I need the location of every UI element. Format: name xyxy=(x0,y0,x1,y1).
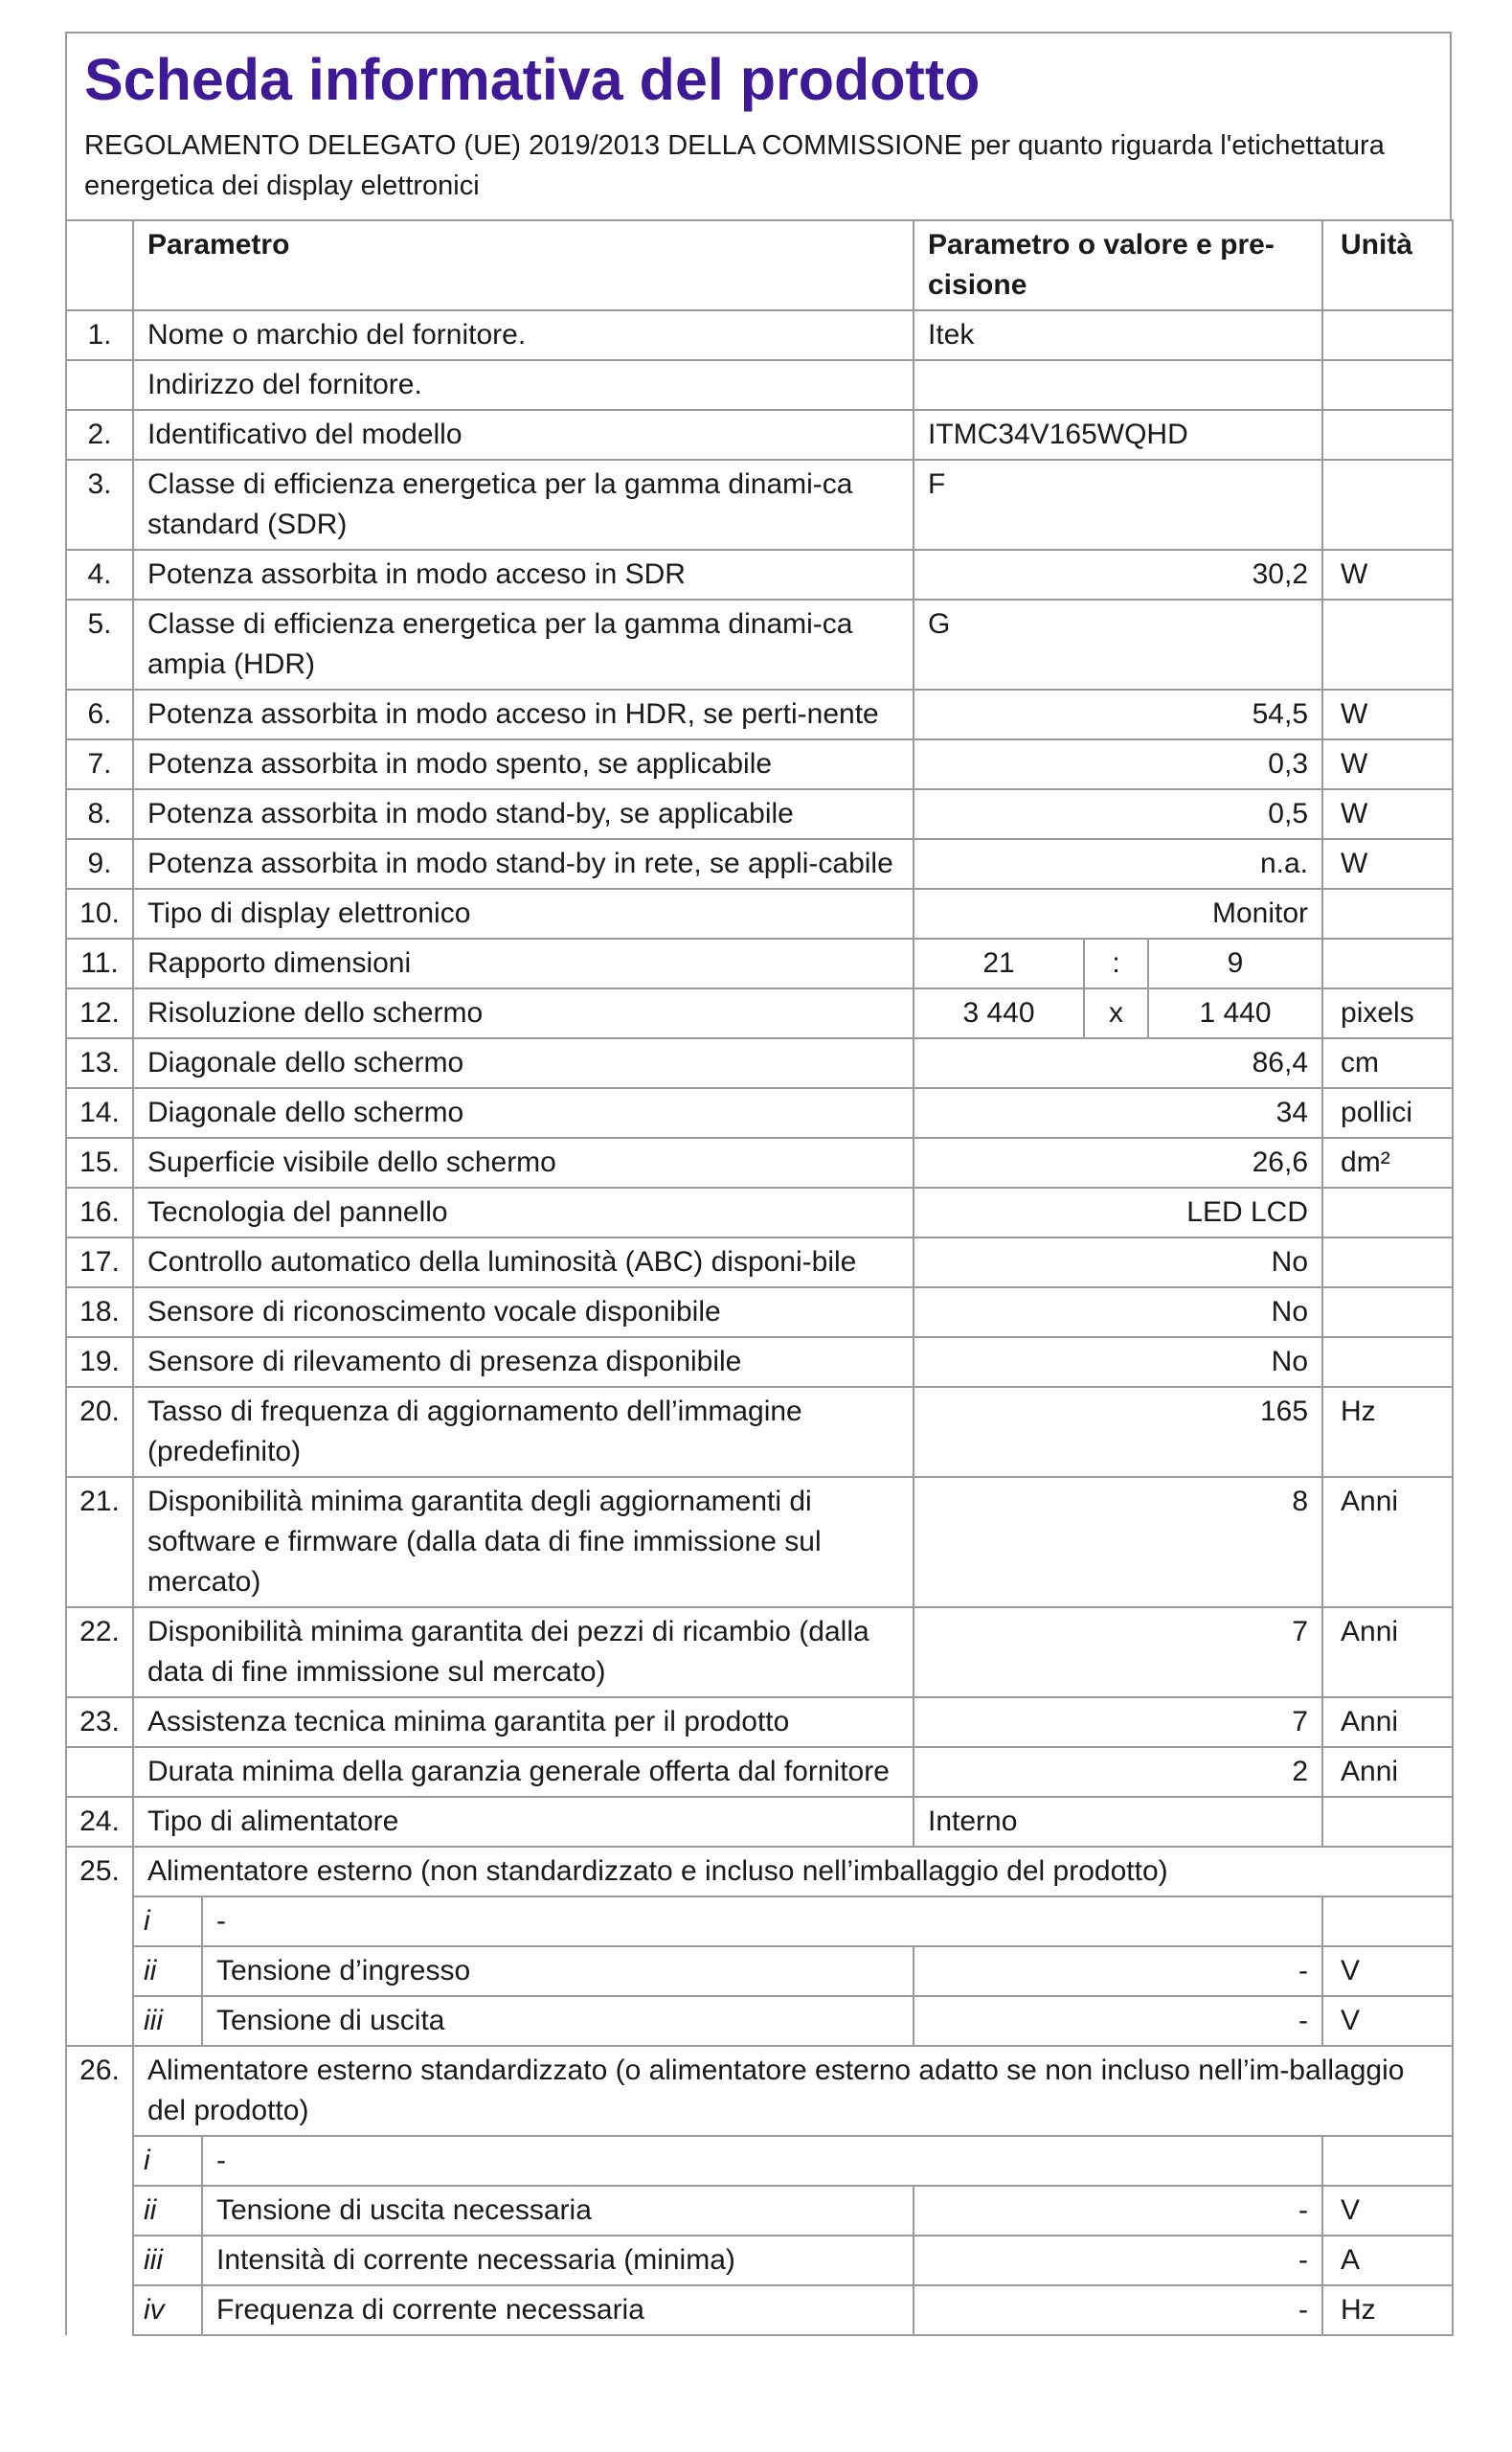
row-number: 8. xyxy=(66,789,133,839)
row-label: Disponibilità minima garantita dei pezzi di ricambio (dalla data di fine immissione sul mercato) xyxy=(133,1607,914,1697)
row-label: Potenza assorbita in modo stand-by, se applicabile xyxy=(133,789,914,839)
row-number: 12. xyxy=(66,988,133,1038)
section-item-value: - xyxy=(914,2236,1322,2285)
section-item-value: - xyxy=(914,2186,1322,2236)
row-value: 2 xyxy=(914,1747,1322,1797)
row-label: Nome o marchio del fornitore. xyxy=(133,310,914,360)
row-label: Superficie visibile dello schermo xyxy=(133,1138,914,1188)
param-header: Parametro xyxy=(133,220,914,310)
row-value: 0,5 xyxy=(914,789,1322,839)
row-unit: Hz xyxy=(1322,1387,1453,1477)
row-label: Tipo di display elettronico xyxy=(133,889,914,939)
row-unit: W xyxy=(1322,690,1453,739)
row-label: Diagonale dello schermo xyxy=(133,1088,914,1138)
row-unit: pixels xyxy=(1322,988,1453,1038)
row-label: Diagonale dello schermo xyxy=(133,1038,914,1088)
section25-header-row xyxy=(66,1847,1453,1896)
row-value-second: 9 xyxy=(1148,939,1322,988)
section-item-row xyxy=(66,2136,1453,2186)
row-unit xyxy=(1322,360,1453,410)
row-value: F xyxy=(914,460,1322,550)
row-value: 7 xyxy=(914,1697,1322,1747)
row-unit: W xyxy=(1322,739,1453,789)
row-unit xyxy=(1322,1797,1453,1847)
section-item-label: Intensità di corrente necessaria (minima) xyxy=(202,2236,914,2285)
section-item-label: - xyxy=(202,2136,1322,2186)
row-value: No xyxy=(914,1237,1322,1287)
row-value: LED LCD xyxy=(914,1188,1322,1237)
row-value: 30,2 xyxy=(914,550,1322,600)
table-row xyxy=(66,1287,1453,1337)
row-value: 26,6 xyxy=(914,1138,1322,1188)
row-unit: Anni xyxy=(1322,1697,1453,1747)
row-number: 10. xyxy=(66,889,133,939)
table-row xyxy=(66,1387,1453,1477)
section-label: Alimentatore esterno (non standardizzato e incluso nell’imballaggio del prodotto) xyxy=(133,1847,1453,1896)
row-value-first: 3 440 xyxy=(914,988,1084,1038)
row-unit xyxy=(1322,889,1453,939)
row-number: 18. xyxy=(66,1287,133,1337)
row-value: Itek xyxy=(914,310,1322,360)
row-unit: cm xyxy=(1322,1038,1453,1088)
row-number xyxy=(66,360,133,410)
row-number: 14. xyxy=(66,1088,133,1138)
section-item-roman: iii xyxy=(133,2236,202,2285)
table-row xyxy=(66,1747,1453,1797)
section-item-row xyxy=(66,1946,1453,1996)
row-number: 7. xyxy=(66,739,133,789)
row-number: 16. xyxy=(66,1188,133,1237)
row-number: 5. xyxy=(66,600,133,690)
row-unit: pollici xyxy=(1322,1088,1453,1138)
table-row xyxy=(66,460,1453,550)
table-row xyxy=(66,360,1453,410)
table-header-row xyxy=(66,220,1453,310)
row-value: 54,5 xyxy=(914,690,1322,739)
row-label: Controllo automatico della luminosità (ABC) disponi-bile xyxy=(133,1237,914,1287)
row-number: 19. xyxy=(66,1337,133,1387)
row-value: 34 xyxy=(914,1088,1322,1138)
row-label: Disponibilità minima garantita degli aggiornamenti di software e firmware (dalla data di fine immissione sul mercato) xyxy=(133,1477,914,1607)
row-label: Potenza assorbita in modo spento, se applicabile xyxy=(133,739,914,789)
section-item-unit: V xyxy=(1322,1996,1453,2046)
row-value: Monitor xyxy=(914,889,1322,939)
row-unit xyxy=(1322,460,1453,550)
row-label: Classe di efficienza energetica per la gamma dinami-ca standard (SDR) xyxy=(133,460,914,550)
section-item-roman: iv xyxy=(133,2285,202,2335)
section-item-unit: A xyxy=(1322,2236,1453,2285)
table-row xyxy=(66,1797,1453,1847)
table-row xyxy=(66,839,1453,889)
row-label: Sensore di riconoscimento vocale disponibile xyxy=(133,1287,914,1337)
row-label: Potenza assorbita in modo acceso in SDR xyxy=(133,550,914,600)
page-title: Scheda informativa del prodotto xyxy=(84,47,981,112)
section-item-row xyxy=(66,2285,1453,2335)
row-label: Sensore di rilevamento di presenza disponibile xyxy=(133,1337,914,1387)
section-item-unit: Hz xyxy=(1322,2285,1453,2335)
table-row xyxy=(66,550,1453,600)
section-item-spacer xyxy=(66,2236,133,2285)
row-unit xyxy=(1322,1237,1453,1287)
section-number: 26. xyxy=(66,2046,133,2136)
table-row xyxy=(66,789,1453,839)
row-value: 8 xyxy=(914,1477,1322,1607)
section-item-spacer xyxy=(66,2136,133,2186)
num-header-cell xyxy=(66,220,133,310)
row-unit xyxy=(1322,939,1453,988)
row-unit xyxy=(1322,1188,1453,1237)
row-value: Interno xyxy=(914,1797,1322,1847)
section-item-row xyxy=(66,1896,1453,1946)
row-number: 6. xyxy=(66,690,133,739)
section-number: 25. xyxy=(66,1847,133,1896)
table-row xyxy=(66,1337,1453,1387)
row-label: Tasso di frequenza di aggiornamento dell’immagine (predefinito) xyxy=(133,1387,914,1477)
section-item-label: Tensione di uscita necessaria xyxy=(202,2186,914,2236)
section-item-roman: i xyxy=(133,1896,202,1946)
row-number: 21. xyxy=(66,1477,133,1607)
section-item-roman: i xyxy=(133,2136,202,2186)
row-label: Indirizzo del fornitore. xyxy=(133,360,914,410)
table-row xyxy=(66,889,1453,939)
row-number: 23. xyxy=(66,1697,133,1747)
section-item-unit xyxy=(1322,2136,1453,2186)
row-value: n.a. xyxy=(914,839,1322,889)
row-unit xyxy=(1322,1287,1453,1337)
section-item-roman: iii xyxy=(133,1996,202,2046)
row-value: No xyxy=(914,1337,1322,1387)
row-value: 86,4 xyxy=(914,1038,1322,1088)
row-number: 24. xyxy=(66,1797,133,1847)
row-unit: W xyxy=(1322,839,1453,889)
table-row xyxy=(66,1188,1453,1237)
table-row xyxy=(66,1477,1453,1607)
section-item-label: - xyxy=(202,1896,1322,1946)
section-label: Alimentatore esterno standardizzato (o alimentatore esterno adatto se non incluso nell’im-ballaggio del prodotto) xyxy=(133,2046,1453,2136)
table-row xyxy=(66,1607,1453,1697)
section-item-spacer xyxy=(66,2186,133,2236)
row-label: Tecnologia del pannello xyxy=(133,1188,914,1237)
section-item-spacer xyxy=(66,1896,133,1946)
row-unit: W xyxy=(1322,789,1453,839)
row-number xyxy=(66,1747,133,1797)
row-value-second: 1 440 xyxy=(1148,988,1322,1038)
table-row xyxy=(66,1138,1453,1188)
row-value: 7 xyxy=(914,1607,1322,1697)
section-item-row xyxy=(66,1996,1453,2046)
row-number: 13. xyxy=(66,1038,133,1088)
table-row xyxy=(66,690,1453,739)
regulation-subtitle: REGOLAMENTO DELEGATO (UE) 2019/2013 DELLA COMMISSIONE per quanto riguarda l'etichettatura energetica dei display elettronici xyxy=(84,130,1385,201)
sheet-header xyxy=(65,32,1452,219)
section-item-roman: ii xyxy=(133,1946,202,1996)
row-label: Potenza assorbita in modo acceso in HDR, se perti-nente xyxy=(133,690,914,739)
row-number: 1. xyxy=(66,310,133,360)
row-unit xyxy=(1322,310,1453,360)
row-value xyxy=(914,360,1322,410)
row-unit xyxy=(1322,410,1453,460)
row-label: Classe di efficienza energetica per la gamma dinami-ca ampia (HDR) xyxy=(133,600,914,690)
table-row xyxy=(66,939,1453,988)
table-row xyxy=(66,600,1453,690)
table-row xyxy=(66,310,1453,360)
section-item-label: Tensione di uscita xyxy=(202,1996,914,2046)
row-label: Tipo di alimentatore xyxy=(133,1797,914,1847)
row-value-first: 21 xyxy=(914,939,1084,988)
section-item-row xyxy=(66,2186,1453,2236)
section26-header-row xyxy=(66,2046,1453,2136)
row-label: Durata minima della garanzia generale offerta dal fornitore xyxy=(133,1747,914,1797)
row-number: 22. xyxy=(66,1607,133,1697)
section-item-roman: ii xyxy=(133,2186,202,2236)
unit-header: Unità xyxy=(1322,220,1453,310)
parameters-table xyxy=(65,219,1454,2336)
row-value: G xyxy=(914,600,1322,690)
table-row xyxy=(66,1697,1453,1747)
product-info-sheet xyxy=(65,32,1452,2336)
row-unit xyxy=(1322,1337,1453,1387)
table-row xyxy=(66,1237,1453,1287)
row-unit: Anni xyxy=(1322,1607,1453,1697)
value-header: Parametro o valore e pre-cisione xyxy=(914,220,1322,310)
row-label: Potenza assorbita in modo stand-by in rete, se appli-cabile xyxy=(133,839,914,889)
row-unit xyxy=(1322,600,1453,690)
row-value-separator: : xyxy=(1084,939,1148,988)
row-value: ITMC34V165WQHD xyxy=(914,410,1322,460)
row-number: 15. xyxy=(66,1138,133,1188)
table-row xyxy=(66,410,1453,460)
section-item-value: - xyxy=(914,2285,1322,2335)
row-value: No xyxy=(914,1287,1322,1337)
table-row xyxy=(66,739,1453,789)
row-number: 9. xyxy=(66,839,133,889)
section-item-spacer xyxy=(66,1996,133,2046)
table-row xyxy=(66,1038,1453,1088)
row-label: Risoluzione dello schermo xyxy=(133,988,914,1038)
row-number: 20. xyxy=(66,1387,133,1477)
row-number: 3. xyxy=(66,460,133,550)
table-row xyxy=(66,988,1453,1038)
row-number: 4. xyxy=(66,550,133,600)
row-value: 165 xyxy=(914,1387,1322,1477)
section-item-value: - xyxy=(914,1946,1322,1996)
section-item-label: Frequenza di corrente necessaria xyxy=(202,2285,914,2335)
section-item-value: - xyxy=(914,1996,1322,2046)
section-item-spacer xyxy=(66,1946,133,1996)
row-label: Assistenza tecnica minima garantita per il prodotto xyxy=(133,1697,914,1747)
section-item-unit: V xyxy=(1322,1946,1453,1996)
section-item-spacer xyxy=(66,2285,133,2335)
row-label: Identificativo del modello xyxy=(133,410,914,460)
row-number: 17. xyxy=(66,1237,133,1287)
row-value-separator: x xyxy=(1084,988,1148,1038)
row-label: Rapporto dimensioni xyxy=(133,939,914,988)
row-number: 2. xyxy=(66,410,133,460)
section-item-unit: V xyxy=(1322,2186,1453,2236)
row-unit: W xyxy=(1322,550,1453,600)
table-row xyxy=(66,1088,1453,1138)
section-item-unit xyxy=(1322,1896,1453,1946)
row-unit: dm² xyxy=(1322,1138,1453,1188)
row-number: 11. xyxy=(66,939,133,988)
row-unit: Anni xyxy=(1322,1747,1453,1797)
row-unit: Anni xyxy=(1322,1477,1453,1607)
row-value: 0,3 xyxy=(914,739,1322,789)
section-item-label: Tensione d’ingresso xyxy=(202,1946,914,1996)
section-item-row xyxy=(66,2236,1453,2285)
